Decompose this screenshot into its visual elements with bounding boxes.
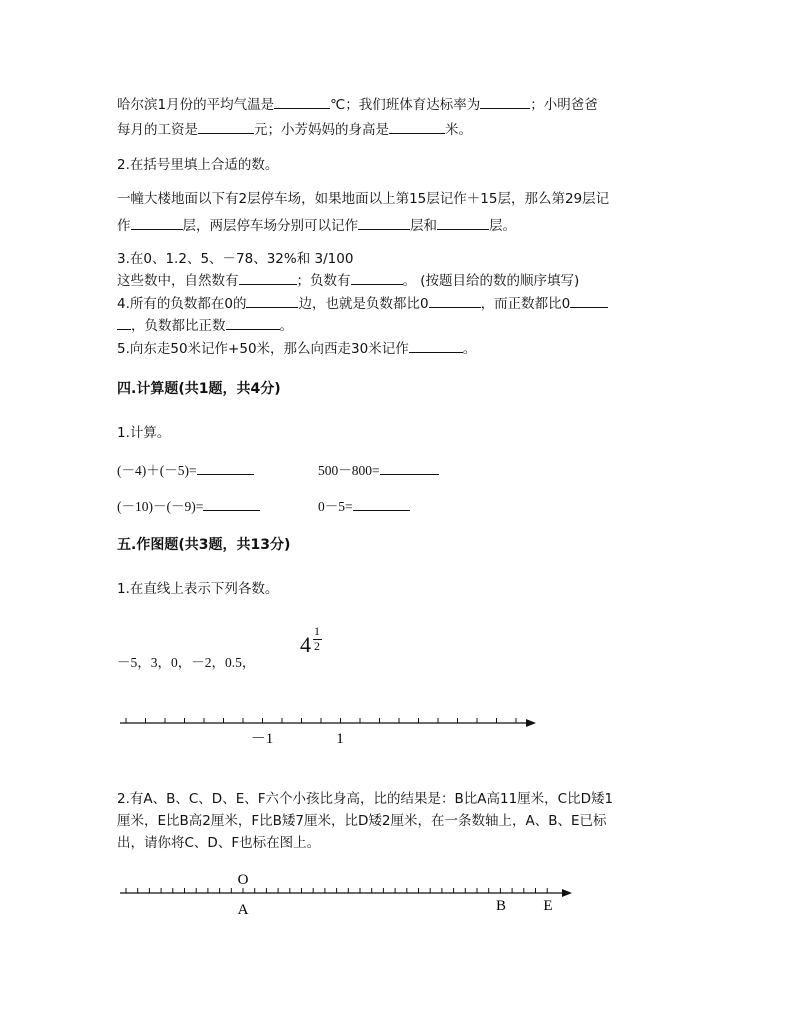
text-segment: 4.所有的负数都在0的 bbox=[117, 296, 247, 312]
drawing-question-2-line2: 厘米，E比B高2厘米，F比B矮7厘米，比D矮2厘米，在一条数轴上，A、B、E已标 bbox=[117, 813, 607, 829]
tick-marks bbox=[126, 888, 547, 893]
expression-text: (－4)＋(－5)= bbox=[117, 463, 197, 478]
drawing-question-1-title: 1.在直线上表示下列各数。 bbox=[117, 581, 279, 597]
label-E: E bbox=[543, 898, 553, 914]
fraction-numerator: 1 bbox=[314, 624, 320, 638]
text-segment: ；小明爸爸 bbox=[530, 97, 598, 113]
text-segment: 。 bbox=[462, 341, 477, 357]
text-segment: 这些数中，自然数有 bbox=[117, 273, 239, 289]
text-segment: 作 bbox=[117, 218, 131, 234]
drawing-question-2-line3: 出，请你将C、D、F也标在图上。 bbox=[117, 835, 321, 851]
axis-label-one: 1 bbox=[336, 731, 344, 747]
text-segment: 边，也就是负数都比0 bbox=[298, 296, 429, 312]
expression-text: 500－800= bbox=[318, 463, 380, 478]
axis-label-neg-one: －1 bbox=[250, 731, 274, 747]
text-segment: ；负数有 bbox=[296, 273, 351, 289]
text-segment: 米。 bbox=[445, 122, 472, 138]
fraction-whole: 4 bbox=[300, 632, 311, 657]
question-2-title: 2.在括号里填上合适的数。 bbox=[117, 157, 279, 173]
text-segment: 层。 bbox=[489, 218, 516, 234]
text-segment: 元；小芳妈妈的身高是 bbox=[254, 122, 389, 138]
section-5-heading: 五.作图题(共3题，共13分) bbox=[117, 537, 291, 553]
expression-text: (－10)－(－9)= bbox=[117, 499, 204, 514]
text-segment: ，而正数都比0 bbox=[480, 296, 571, 312]
text-segment: 哈尔滨1月份的平均气温是 bbox=[117, 97, 275, 113]
text-segment: 每月的工资是 bbox=[117, 122, 198, 138]
arrow-head bbox=[562, 889, 572, 897]
numbers-to-plot: －5，3，0，－2，0.5， bbox=[117, 655, 256, 670]
label-A: A bbox=[237, 902, 249, 918]
text-segment: ℃；我们班体育达标率为 bbox=[330, 97, 481, 113]
label-origin-O: O bbox=[237, 872, 249, 888]
section-4-heading: 四.计算题(共1题，共4分) bbox=[117, 381, 281, 397]
expression-text: 0－5= bbox=[318, 499, 353, 514]
fraction-denominator: 2 bbox=[314, 639, 320, 653]
label-B: B bbox=[495, 898, 507, 914]
text-segment: 。 bbox=[279, 318, 293, 334]
text-segment: 。 (按题目给的数的顺序填写) bbox=[402, 273, 580, 289]
question-3-line1: 3.在0、1.2、5、－78、32%和 3/100 bbox=[117, 251, 354, 267]
text-segment: 层，两层停车场分别可以记作 bbox=[182, 218, 358, 234]
calc-question-title: 1.计算。 bbox=[117, 425, 171, 441]
building-question-line1: 一幢大楼地面以下有2层停车场，如果地面以上第15层记作＋15层，那么第29层记 bbox=[117, 191, 610, 207]
drawing-question-2-line1: 2.有A、B、C、D、E、F六个小孩比身高，比的结果是：B比A高11厘米，C比D矮1 bbox=[117, 791, 614, 807]
text-segment: 层和 bbox=[410, 218, 437, 234]
text-segment: 5.向东走50米记作+50米，那么向西走30米记作 bbox=[117, 341, 409, 357]
text-segment: ，负数都比正数 bbox=[131, 318, 226, 334]
